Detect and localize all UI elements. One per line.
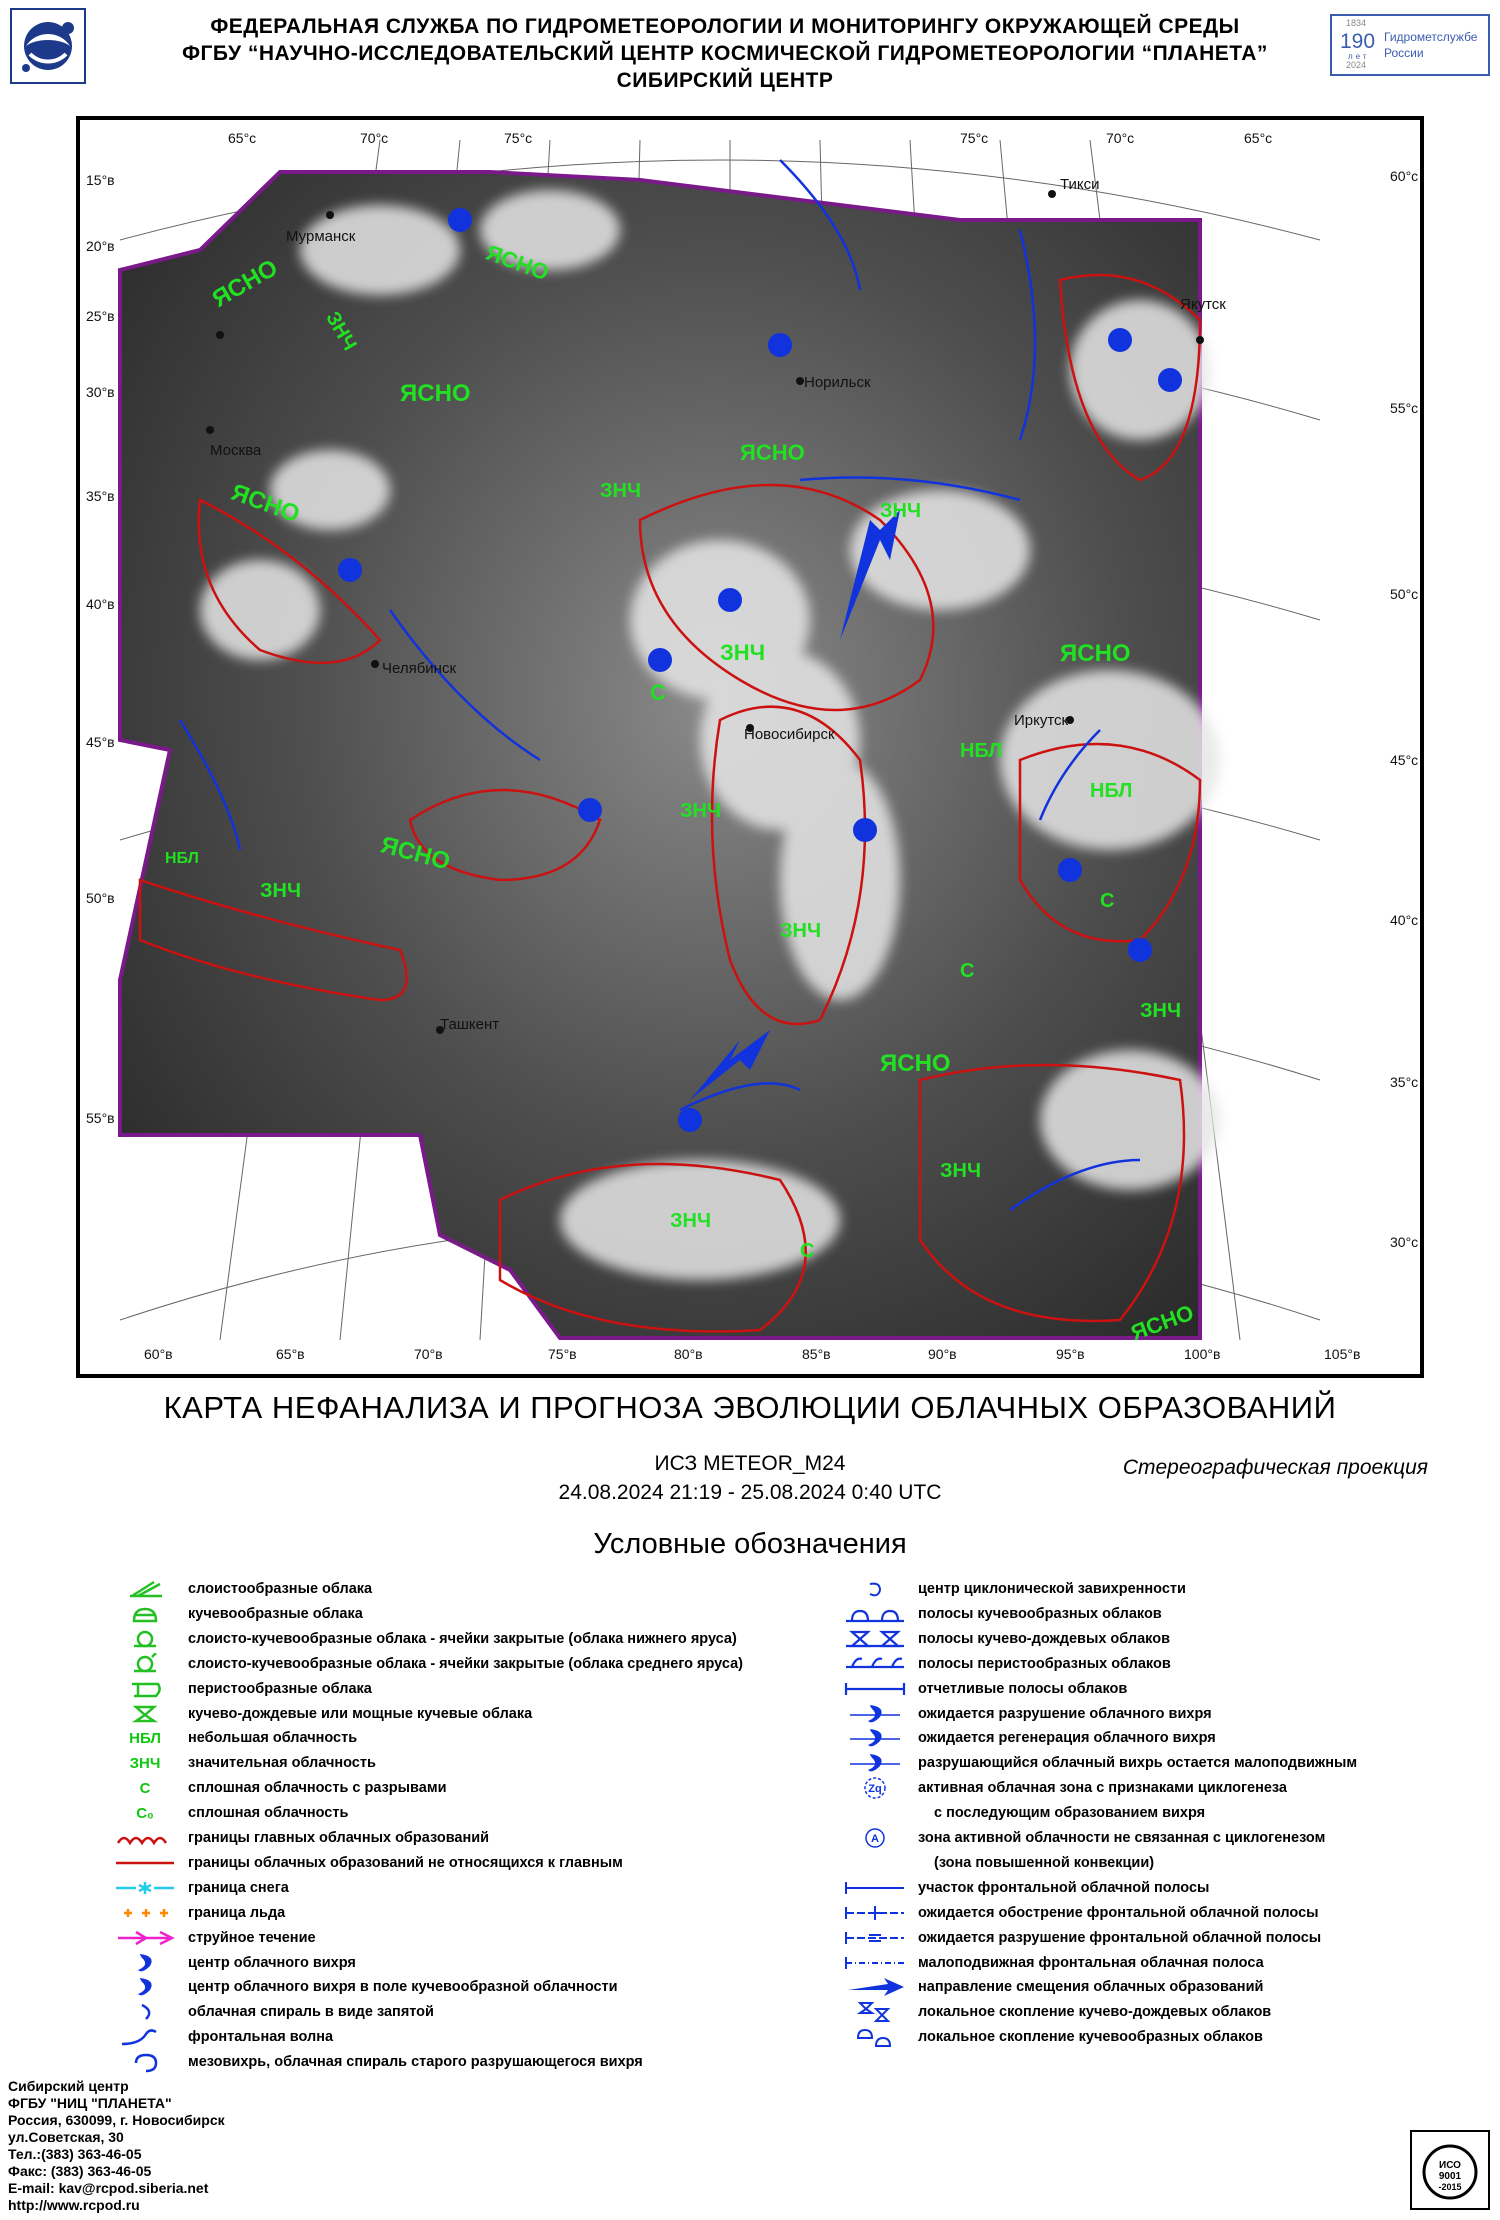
- legend-item: [840, 1752, 1357, 1774]
- legend-item: [110, 1927, 316, 1949]
- legend-item: [110, 1653, 743, 1675]
- legend-symbol-icon: [110, 2001, 180, 2023]
- agency-title: ФЕДЕРАЛЬНАЯ СЛУЖБА ПО ГИДРОМЕТЕОРОЛОГИИ И МОНИТОРИНГУ ОКРУЖАЮЩЕЙ СРЕДЫ: [210, 15, 1240, 38]
- longitude-label: 75°с: [504, 130, 533, 146]
- longitude-label: 70°с: [360, 130, 389, 146]
- anniversary-badge: [1330, 14, 1490, 76]
- legend-item: [110, 1578, 372, 1600]
- legend-symbol-icon: [840, 1727, 910, 1749]
- cloud-label: С: [1100, 890, 1115, 912]
- longitude-label: 80°в: [674, 1346, 703, 1362]
- footer-url: http://www.rcpod.ru: [8, 2197, 140, 2213]
- legend-item: [110, 1628, 737, 1650]
- legend-symbol-icon: [110, 1877, 180, 1899]
- latitude-label: 25°в: [86, 308, 115, 324]
- institute-title: ФГБУ “НАУЧНО-ИССЛЕДОВАТЕЛЬСКИЙ ЦЕНТР КОСМИЧЕСКОЙ ГИДРОМЕТЕОРОЛОГИИ “ПЛАНЕТА”: [182, 42, 1268, 65]
- legend-symbol-icon: [840, 1976, 910, 1998]
- city-label: Якутск: [1180, 296, 1226, 313]
- latitude-label: 40°с: [1390, 912, 1419, 928]
- latitude-label: 55°в: [86, 1110, 115, 1126]
- footer-line: Сибирский центр: [8, 2078, 129, 2094]
- badge-text-2: России: [1384, 46, 1424, 60]
- legend-label: сплошная облачность: [188, 1805, 349, 1822]
- legend-symbol-icon: С: [139, 1779, 151, 1797]
- longitude-label: 60°в: [144, 1346, 173, 1362]
- longitude-label: 75°в: [548, 1346, 577, 1362]
- legend-label: участок фронтальной облачной полосы: [918, 1879, 1210, 1896]
- city-label: Иркутск: [1014, 712, 1069, 729]
- contact-block: [8, 2078, 225, 2214]
- cloud-label: ЯСНО: [377, 831, 454, 876]
- cloud-label: ЯСНО: [227, 478, 304, 529]
- legend-label: границы облачных образований не относящихся к главным: [188, 1854, 623, 1871]
- legend-label: малоподвижная фронтальная облачная полоса: [918, 1954, 1264, 1971]
- legend-symbol-icon: [840, 1703, 910, 1725]
- legend-item: [840, 1777, 1287, 1799]
- legend-label: полосы кучево-дождевых облаков: [918, 1630, 1171, 1647]
- legend-item: [110, 1952, 356, 1974]
- legend-item: [110, 1877, 289, 1899]
- legend-item: [840, 1678, 1127, 1700]
- legend-symbol-icon: [840, 1777, 910, 1799]
- legend-symbol-icon: [840, 1802, 910, 1824]
- svg-text:A: A: [871, 1833, 879, 1845]
- legend-label: центр облачного вихря: [188, 1954, 356, 1971]
- legend-symbol-icon: [110, 1827, 180, 1849]
- legend-label: ожидается разрушение облачного вихря: [918, 1705, 1212, 1722]
- longitude-label: 65°с: [228, 130, 257, 146]
- iso-certification-stamp: [1410, 2130, 1490, 2210]
- legend-symbol-icon: [840, 1827, 910, 1849]
- iso-stamp-graphic: [1412, 2132, 1488, 2208]
- legend-title: Условные обозначения: [593, 1528, 907, 1560]
- legend-item: [840, 1703, 1212, 1725]
- observation-period: 24.08.2024 21:19 - 25.08.2024 0:40 UTC: [558, 1481, 942, 1504]
- nephanalysis-map: [76, 116, 1424, 1378]
- city-label: Новосибирск: [744, 726, 835, 743]
- legend-label: мезовихрь, облачная спираль старого разрушающегося вихря: [188, 2054, 643, 2071]
- legend-item: [840, 1603, 1162, 1625]
- legend-label: зона активной облачности не связанная с циклогенезом: [918, 1830, 1326, 1846]
- legend-symbol-icon: [110, 1952, 180, 1974]
- badge-year-start: 1834: [1346, 18, 1367, 28]
- iso-line-3: -2015: [1438, 2182, 1462, 2192]
- legend-symbol-icon: [110, 1703, 180, 1725]
- cloud-label: С: [960, 960, 975, 982]
- legend-item: [110, 2001, 434, 2023]
- legend-label: граница снега: [188, 1879, 289, 1896]
- badge-number: 190: [1340, 30, 1376, 53]
- legend-item: [840, 1628, 1170, 1650]
- legend-label: перистообразные облака: [188, 1680, 372, 1697]
- longitude-label: 90°в: [928, 1346, 957, 1362]
- legend-symbol-icon: [840, 1678, 910, 1700]
- svg-text:Zq: Zq: [868, 1783, 882, 1796]
- legend-label: ожидается разрушение фронтальной облачной полосы: [918, 1929, 1322, 1946]
- legend-symbol-icon: [840, 1852, 910, 1874]
- legend-item: [840, 1976, 1263, 1998]
- city-label: Мурманск: [286, 228, 356, 245]
- legend-symbol-icon: С₀: [136, 1804, 154, 1822]
- legend-label: границы главных облачных образований: [188, 1830, 490, 1846]
- longitude-label: 75°с: [960, 130, 989, 146]
- legend-label: центр циклонической завихренности: [918, 1581, 1186, 1597]
- legend-symbol-icon: [110, 1976, 180, 1998]
- city-label: Москва: [210, 442, 262, 459]
- longitude-label: 100°в: [1184, 1346, 1221, 1362]
- legend-label: активная облачная зона с признаками циклогенеза: [918, 1780, 1287, 1797]
- cloud-label: ЗНЧ: [600, 480, 642, 502]
- legend-item: [110, 1902, 285, 1924]
- legend-label: граница льда: [188, 1904, 286, 1921]
- legend-item: [110, 2051, 643, 2073]
- city-label: Тикси: [1060, 176, 1100, 193]
- cloud-label: ЗНЧ: [1140, 1000, 1182, 1022]
- cloud-label: ЗНЧ: [670, 1210, 712, 1232]
- legend-label: полосы кучевообразных облаков: [918, 1605, 1162, 1622]
- legend-label: с последующим образованием вихря: [934, 1805, 1206, 1822]
- legend-item: [110, 1678, 372, 1700]
- iso-line-1: ИСО: [1439, 2160, 1461, 2171]
- cloud-label: ЯСНО: [880, 1050, 951, 1077]
- legend-symbol-icon: [840, 1927, 910, 1949]
- map-title: КАРТА НЕФАНАЛИЗА И ПРОГНОЗА ЭВОЛЮЦИИ ОБЛАЧНЫХ ОБРАЗОВАНИЙ: [163, 1390, 1337, 1425]
- badge-sub: лет: [1348, 52, 1370, 61]
- legend-item: [840, 1827, 1325, 1849]
- latitude-label: 35°в: [86, 488, 115, 504]
- roshydromet-logo: [10, 8, 86, 84]
- legend-symbol-icon: [840, 1952, 910, 1974]
- latitude-label: 45°в: [86, 734, 115, 750]
- cloud-label: ЯСНО: [1060, 640, 1131, 667]
- legend-symbol-icon: [110, 1852, 180, 1874]
- cloud-label: ЗНЧ: [780, 920, 822, 942]
- legend-symbol-icon: [110, 1678, 180, 1700]
- latitude-label: 45°с: [1390, 752, 1419, 768]
- legend-item: [840, 1927, 1321, 1949]
- longitude-label: 95°в: [1056, 1346, 1085, 1362]
- legend-label: ожидается обострение фронтальной облачной полосы: [918, 1904, 1319, 1921]
- legend-item: [110, 1603, 363, 1625]
- legend-label: небольшая облачность: [188, 1730, 358, 1747]
- legend-item: [110, 2026, 333, 2048]
- city-label: Ташкент: [440, 1016, 500, 1033]
- legend-label: ожидается регенерация облачного вихря: [918, 1730, 1216, 1747]
- cloud-label: ЗНЧ: [880, 500, 922, 522]
- legend-item: [840, 1952, 1264, 1974]
- legend-label: значительная облачность: [188, 1755, 376, 1772]
- legend-symbol-icon: [110, 1578, 180, 1600]
- legend-label: кучево-дождевые или мощные кучевые облака: [188, 1705, 533, 1722]
- legend-label: локальное скопление кучево-дождевых облаков: [918, 2004, 1272, 2021]
- badge-year-end: 2024: [1346, 60, 1367, 70]
- legend-symbol-icon: [840, 2026, 910, 2048]
- city-label: Челябинск: [382, 660, 457, 677]
- cloud-label: ЗНЧ: [680, 800, 722, 822]
- legend-label: слоисто-кучевообразные облака - ячейки закрытые (облака среднего яруса): [188, 1655, 744, 1672]
- legend-symbol-icon: [110, 1927, 180, 1949]
- legend-symbol-icon: [840, 1653, 910, 1675]
- legend-item: [840, 1877, 1209, 1899]
- iso-line-2: 9001: [1438, 2171, 1462, 2182]
- legend-symbol-icon: НБЛ: [129, 1729, 161, 1747]
- cloud-label: С: [800, 1240, 815, 1262]
- footer-line: ул.Советская, 30: [8, 2129, 124, 2145]
- footer-line: Тел.:(383) 363-46-05: [8, 2146, 142, 2162]
- legend-item: [110, 1703, 532, 1725]
- longitude-label: 65°в: [276, 1346, 305, 1362]
- legend-symbol-icon: [110, 2026, 180, 2048]
- longitude-label: 70°в: [414, 1346, 443, 1362]
- legend-label: сплошная облачность с разрывами: [188, 1780, 447, 1797]
- legend-label: полосы перистообразных облаков: [918, 1655, 1171, 1672]
- legend-symbol-icon: [110, 2051, 180, 2073]
- footer-line: Россия, 630099, г. Новосибирск: [8, 2112, 225, 2128]
- legend-item: [110, 1752, 376, 1774]
- legend-label: слоисто-кучевообразные облака - ячейки закрытые (облака нижнего яруса): [188, 1630, 737, 1647]
- cloud-label: ЯСНО: [1127, 1299, 1197, 1346]
- legend-item: [840, 1802, 1205, 1824]
- city-label: Норильск: [804, 374, 871, 391]
- cloud-label: ЗНЧ: [940, 1160, 982, 1182]
- legend-symbol-icon: ЗНЧ: [129, 1754, 161, 1772]
- legend-label: фронтальная волна: [188, 2029, 334, 2046]
- longitude-label: 105°в: [1324, 1346, 1361, 1362]
- legend-symbol-icon: [840, 2001, 910, 2023]
- legend-label: кучевообразные облака: [188, 1605, 363, 1622]
- legend-symbol-icon: [840, 1877, 910, 1899]
- legend-item: [840, 2026, 1263, 2048]
- legend-symbol-icon: [110, 1603, 180, 1625]
- legend-label: центр облачного вихря в поле кучевообразной облачности: [188, 1979, 618, 1996]
- cloud-label: ЯСНО: [400, 380, 471, 407]
- legend-label: локальное скопление кучевообразных облаков: [918, 2029, 1263, 2046]
- latitude-label: 35°с: [1390, 1074, 1419, 1090]
- legend-item: [110, 1727, 357, 1749]
- badge-text-1: Гидрометслужбе: [1384, 30, 1478, 44]
- cloud-label: ЗНЧ: [720, 640, 766, 665]
- legend-symbol-icon: [840, 1752, 910, 1774]
- longitude-label: 70°с: [1106, 130, 1135, 146]
- legend-symbol-icon: [840, 1902, 910, 1924]
- legend-symbol-icon: [110, 1653, 180, 1675]
- latitude-label: 20°в: [86, 238, 115, 254]
- center-title: СИБИРСКИЙ ЦЕНТР: [616, 69, 834, 92]
- legend-symbol-icon: [840, 1578, 910, 1600]
- latitude-label: 15°в: [86, 172, 115, 188]
- cloud-label: ЯСНО: [740, 440, 805, 465]
- cloud-label: НБЛ: [165, 850, 199, 867]
- legend-item: [110, 1777, 446, 1799]
- cloud-label: ЗНЧ: [260, 880, 302, 902]
- latitude-label: 50°в: [86, 890, 115, 906]
- legend-item: [110, 1852, 623, 1874]
- longitude-label: 65°с: [1244, 130, 1273, 146]
- legend-label: облачная спираль в виде запятой: [188, 2004, 434, 2021]
- legend-symbol-icon: [840, 1603, 910, 1625]
- cloud-label: НБЛ: [1090, 780, 1133, 802]
- cloud-label: ЯСНО: [207, 254, 283, 313]
- footer-line: ФГБУ "НИЦ "ПЛАНЕТА": [8, 2095, 172, 2111]
- legend-label: струйное течение: [188, 1929, 316, 1946]
- legend-item: [840, 1727, 1216, 1749]
- cloud-label: С: [650, 680, 666, 705]
- legend-item: [840, 1902, 1319, 1924]
- latitude-label: 50°с: [1390, 586, 1419, 602]
- legend-symbol-icon: [110, 1902, 180, 1924]
- latitude-label: 30°в: [86, 384, 115, 400]
- legend-label: слоистообразные облака: [188, 1581, 373, 1597]
- projection-note: Стереографическая проекция: [1122, 1456, 1428, 1479]
- legend-label: разрушающийся облачный вихрь остается малоподвижным: [918, 1755, 1358, 1772]
- cloud-label: НБЛ: [960, 740, 1003, 762]
- latitude-label: 30°с: [1390, 1234, 1419, 1250]
- latitude-label: 60°с: [1390, 168, 1419, 184]
- cloud-label: ЯСНО: [482, 239, 553, 286]
- cloud-label: ЗНЧ: [321, 307, 361, 355]
- footer-email: E-mail: kav@rcpod.siberia.net: [8, 2180, 209, 2196]
- legend-item: [110, 1976, 618, 1998]
- legend-item: [840, 1578, 1186, 1600]
- latitude-label: 55°с: [1390, 400, 1419, 416]
- legend-symbol-icon: [840, 1628, 910, 1650]
- legend-item: [110, 1802, 348, 1824]
- legend-item: [840, 1852, 1154, 1874]
- legend-label: (зона повышенной конвекции): [934, 1854, 1155, 1871]
- satellite-name: ИСЗ METEOR_M24: [654, 1452, 846, 1475]
- legend-item: [110, 1827, 489, 1849]
- latitude-label: 40°в: [86, 596, 115, 612]
- footer-line: Факс: (383) 363-46-05: [8, 2163, 152, 2179]
- legend-item: [840, 1653, 1171, 1675]
- longitude-label: 85°в: [802, 1346, 831, 1362]
- legend-symbol-icon: [110, 1628, 180, 1650]
- legend-item: [840, 2001, 1271, 2023]
- legend-label: направление смещения облачных образований: [918, 1979, 1264, 1996]
- legend-label: отчетливые полосы облаков: [918, 1680, 1128, 1697]
